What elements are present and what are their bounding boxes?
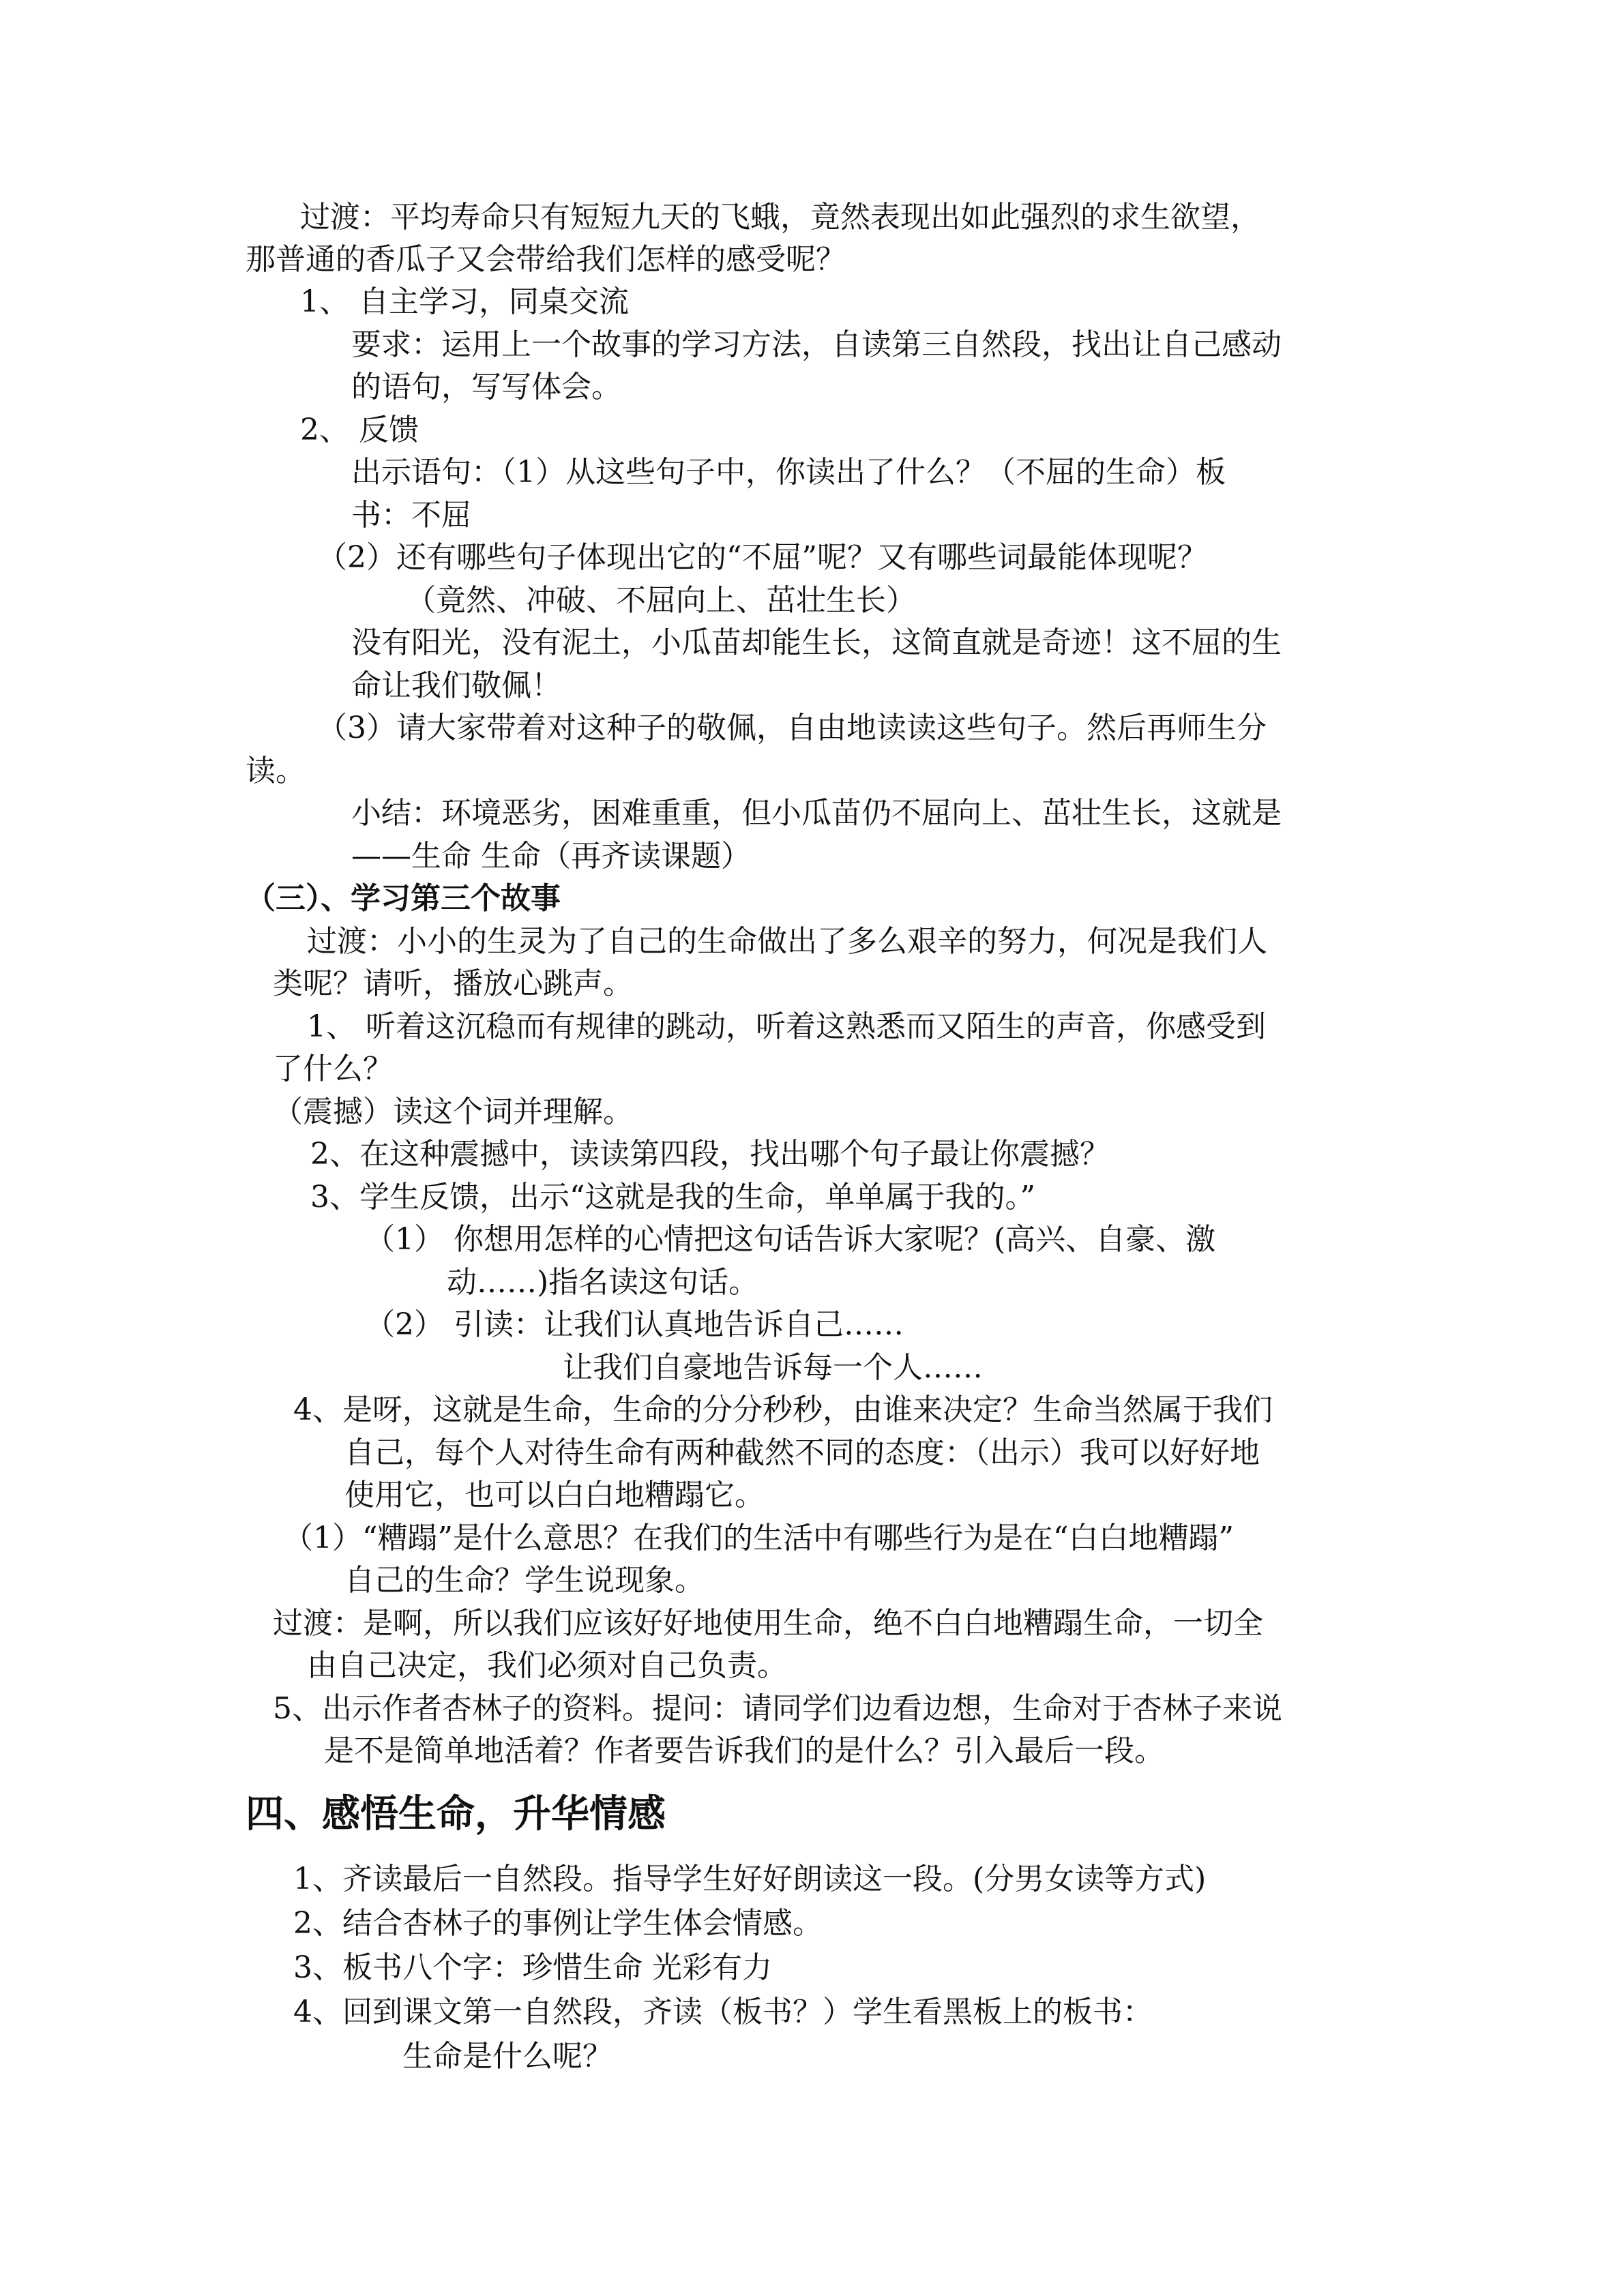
list-item: （1） 你想用怎样的心情把这句话告诉大家呢？(高兴、自豪、激 bbox=[365, 1222, 1216, 1257]
list-item: 3、板书八个字：珍惜生命 光彩有力 bbox=[293, 1950, 772, 1985]
paragraph-line: 自己，每个人对待生命有两种截然不同的态度：（出示）我可以好好地 bbox=[344, 1435, 1260, 1470]
paragraph-line: 要求：运用上一个故事的学习方法，自读第三自然段，找出让自己感动 bbox=[351, 327, 1282, 362]
paragraph-line: 由自己决定，我们必须对自己负责。 bbox=[307, 1648, 787, 1683]
list-item: 1、 自主学习，同桌交流 bbox=[300, 284, 629, 319]
chapter-heading: 四、感悟生命，升华情感 bbox=[246, 1791, 666, 1836]
list-item: 2、 反馈 bbox=[300, 413, 419, 447]
list-item: （2） 引读：让我们认真地告诉自己…… bbox=[365, 1307, 904, 1342]
paragraph-line: 让我们自豪地告诉每一个人…… bbox=[563, 1350, 983, 1385]
paragraph-line: 自己的生命？学生说现象。 bbox=[344, 1563, 705, 1598]
paragraph-line: （1）“糟蹋”是什么意思？在我们的生活中有哪些行为是在“白白地糟蹋” bbox=[283, 1521, 1234, 1555]
paragraph-line: 使用它，也可以白白地糟蹋它。 bbox=[344, 1478, 765, 1512]
paragraph-line: 过渡：平均寿命只有短短九天的飞蛾，竟然表现出如此强烈的求生欲望， bbox=[300, 200, 1260, 235]
paragraph-line: ——生命 生命（再齐读课题） bbox=[351, 839, 751, 874]
paragraph-line: 动……)指名读这句话。 bbox=[447, 1265, 759, 1300]
list-item: 1、齐读最后一自然段。指导学生好好朗读这一段。(分男女读等方式) bbox=[293, 1862, 1207, 1896]
list-item: 1、 听着这沉稳而有规律的跳动，听着这熟悉而又陌生的声音，你感受到 bbox=[307, 1009, 1266, 1044]
paragraph-line: 过渡：小小的生灵为了自己的生命做出了多么艰辛的努力，何况是我们人 bbox=[307, 924, 1267, 959]
paragraph-line: 书：不屈 bbox=[351, 498, 471, 533]
paragraph-line: （震撼）读这个词并理解。 bbox=[273, 1094, 633, 1129]
paragraph-line: 类呢？请听，播放心跳声。 bbox=[273, 966, 633, 1001]
paragraph-line: 的语句，写写体会。 bbox=[351, 370, 621, 404]
paragraph-line: 出示语句：（1）从这些句子中，你读出了什么？（不屈的生命）板 bbox=[351, 455, 1226, 490]
paragraph-line: （2）还有哪些句子体现出它的“不屈”呢？又有哪些词最能体现呢？ bbox=[317, 540, 1207, 575]
list-item: 4、是呀，这就是生命，生命的分分秒秒，由谁来决定？生命当然属于我们 bbox=[293, 1392, 1273, 1427]
paragraph-line: 生命是什么呢？ bbox=[402, 2039, 612, 2074]
paragraph-line: 命让我们敬佩！ bbox=[351, 668, 561, 703]
list-item: 2、在这种震撼中，读读第四段，找出哪个句子最让你震撼？ bbox=[310, 1137, 1110, 1172]
paragraph-line: 了什么？ bbox=[273, 1052, 393, 1086]
paragraph-line: 读。 bbox=[246, 754, 306, 788]
paragraph-line: （竟然、冲破、不屈向上、茁壮生长） bbox=[406, 583, 916, 618]
paragraph-line: 小结：环境恶劣，困难重重，但小瓜苗仍不屈向上、茁壮生长，这就是 bbox=[351, 796, 1282, 831]
paragraph-line: 是不是简单地活着？作者要告诉我们的是什么？引入最后一段。 bbox=[324, 1733, 1164, 1768]
list-item: 5、出示作者杏林子的资料。提问：请同学们边看边想，生命对于杏林子来说 bbox=[273, 1691, 1282, 1726]
paragraph-line: 过渡：是啊，所以我们应该好好地使用生命，绝不白白地糟蹋生命，一切全 bbox=[273, 1606, 1263, 1641]
paragraph-line: 没有阳光，没有泥土，小瓜苗却能生长，这简直就是奇迹！这不屈的生 bbox=[351, 625, 1282, 660]
paragraph-line: 那普通的香瓜子又会带给我们怎样的感受呢？ bbox=[246, 242, 846, 277]
list-item: 4、回到课文第一自然段，齐读（板书？）学生看黑板上的板书： bbox=[293, 1995, 1153, 2029]
list-item: 3、学生反馈，出示“这就是我的生命，单单属于我的。” bbox=[310, 1180, 1035, 1214]
section-heading: （三）、学习第三个故事 bbox=[246, 881, 561, 916]
paragraph-line: （3）请大家带着对这种子的敬佩，自由地读读这些句子。然后再师生分 bbox=[317, 711, 1267, 745]
list-item: 2、结合杏林子的事例让学生体会情感。 bbox=[293, 1906, 823, 1941]
